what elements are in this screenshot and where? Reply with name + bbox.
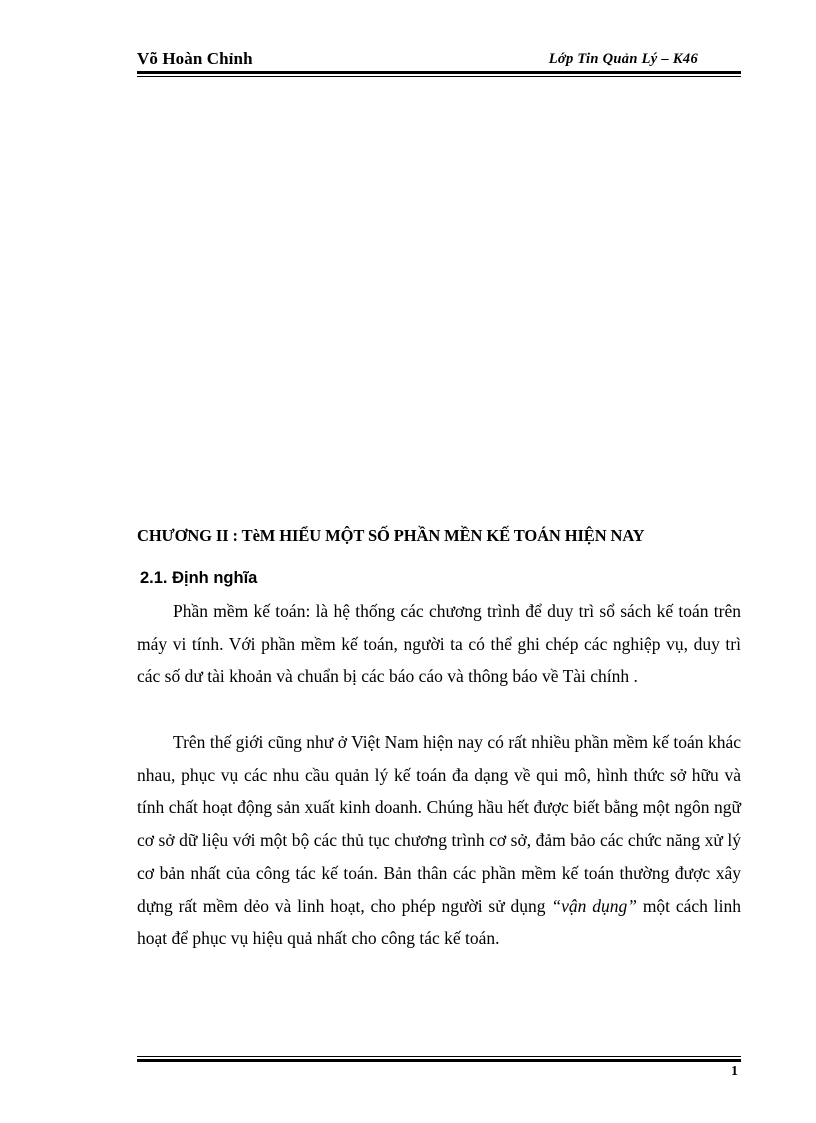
footer-rule-thin (137, 1056, 741, 1057)
paragraph-1 (137, 595, 741, 693)
header-class: Lớp Tin Quản Lý – K46 (548, 51, 698, 67)
header-rule-thick (137, 71, 741, 74)
paragraph-2 (137, 726, 741, 955)
paragraph-1-text: Phần mềm kế toán: là hệ thống các chương trình để duy trì sổ sách kế toán trên máy vi tính. Với phần mềm kế toán, người ta có thể ghi chép các nghiệp vụ, duy trì các số dư tài khoản và chuẩn bị các báo cáo và thông báo về Tài chính . (137, 601, 741, 687)
paragraph-2-part-1: Trên thế giới cũng như ở Việt Nam hiện nay có rất nhiều phần mềm kế toán khác nhau, phục vụ các nhu cầu quản lý kế toán đa dạng về qui mô, hình thức sở hữu và tính chất hoạt động sản xuất kinh doanh. Chúng hầu hết được biết bằng một ngôn ngữ cơ sở dữ liệu với một bộ các thủ tục chương trình cơ sở, đảm bảo các chức năng xử lý cơ bản nhất của công tác kế toán. Bản thân các phần mềm kế toán thường được xây dựng rất mềm dẻo và linh hoạt, cho phép người sử dụng (137, 732, 741, 916)
paragraph-2-text (137, 726, 741, 955)
header-rule-thin (137, 76, 741, 77)
footer-rule-thick (137, 1059, 741, 1062)
page-number: 1 (731, 1064, 738, 1079)
quoted-term: “vận dụng” (551, 895, 637, 916)
header-author: Võ Hoàn Chỉnh (137, 49, 253, 68)
chapter-title: CHƯƠNG II : TèM HIỂU MỘT SỐ PHẦN MỀN KẾ TOÁN HIỆN NAY (137, 526, 645, 545)
section-title: 2.1. Định nghĩa (140, 569, 258, 587)
paragraph-2-part-2: một cách linh hoạt để phục vụ hiệu quả nhất cho công tác kế toán. (137, 895, 741, 949)
